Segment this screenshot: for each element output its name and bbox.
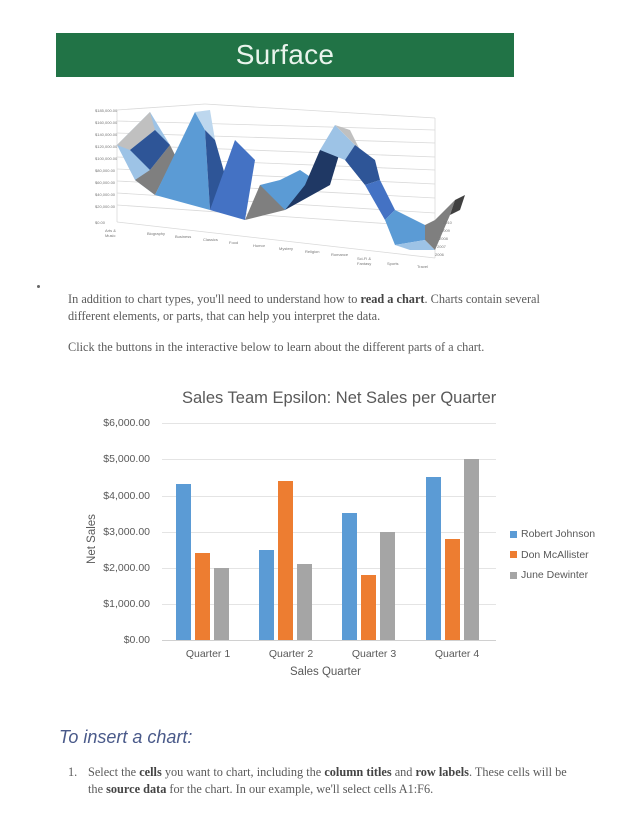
y-tick: $5,000.00 — [103, 453, 150, 465]
intro-paragraph — [68, 291, 568, 325]
banner-title: Surface — [235, 39, 335, 70]
y-tick: $1,000.00 — [103, 598, 150, 610]
legend-item-june-dewinter — [510, 565, 595, 586]
svg-text:$60,000.00: $60,000.00 — [95, 180, 116, 185]
x-tick: Quarter 3 — [351, 648, 397, 660]
gridline — [162, 459, 496, 460]
svg-text:Fantasy: Fantasy — [357, 261, 372, 266]
y-tick: $3,000.00 — [103, 526, 150, 538]
bar — [259, 550, 274, 640]
legend-label: June Dewinter — [521, 569, 589, 582]
svg-text:Sports: Sports — [387, 261, 399, 266]
legend-swatch — [510, 531, 517, 538]
svg-text:Humor: Humor — [253, 243, 266, 248]
y-tick: $4,000.00 — [103, 490, 150, 502]
svg-text:Food: Food — [229, 240, 239, 245]
instruction-paragraph: Click the buttons in the interactive below to learn about the different parts of a chart. — [68, 340, 485, 354]
y-tick: $6,000.00 — [103, 417, 150, 429]
svg-text:Business: Business — [175, 234, 192, 239]
svg-text:Mystery: Mystery — [279, 246, 293, 251]
svg-text:2008: 2008 — [439, 236, 448, 241]
svg-text:2010: 2010 — [443, 220, 452, 225]
svg-text:Classics: Classics — [203, 237, 218, 242]
bar — [464, 459, 479, 640]
legend-item-don-mcallister — [510, 545, 595, 566]
svg-text:2007: 2007 — [437, 244, 446, 249]
x-tick: Quarter 4 — [434, 648, 480, 660]
bar — [278, 481, 293, 640]
svg-text:$120,000.00: $120,000.00 — [95, 144, 118, 149]
svg-text:$0.00: $0.00 — [95, 220, 106, 225]
intro-text: In addition to chart types, you'll need to understand how to — [68, 292, 361, 306]
surface-chart-image — [95, 100, 475, 275]
sales-bar-chart — [70, 385, 610, 685]
x-tick: Quarter 1 — [185, 648, 231, 660]
svg-text:Travel: Travel — [417, 264, 428, 269]
svg-text:$140,000.00: $140,000.00 — [95, 132, 118, 137]
chart-legend — [510, 524, 595, 586]
x-axis-label: Sales Quarter — [290, 666, 361, 678]
step-text: Select the cells you want to chart, including the column titles and row labels. These cells will be the source data for the chart. In our example, we'll select cells A1:F6. — [88, 765, 567, 796]
svg-text:Romance: Romance — [331, 252, 349, 257]
svg-text:Music: Music — [105, 233, 116, 238]
legend-label: Don McAllister — [521, 548, 589, 561]
section-heading: To insert a chart: — [59, 727, 193, 747]
legend-swatch — [510, 551, 517, 558]
bar — [426, 477, 441, 640]
bar — [297, 564, 312, 640]
bullet-marker — [37, 285, 40, 288]
y-tick: $0.00 — [123, 634, 150, 646]
y-axis-label: Net Sales — [86, 514, 98, 564]
x-axis-line — [162, 640, 496, 641]
svg-text:$160,000.00: $160,000.00 — [95, 120, 118, 125]
legend-swatch — [510, 572, 517, 579]
gridline — [162, 532, 496, 533]
step-list-item — [68, 764, 568, 798]
bar — [214, 568, 229, 640]
intro-text-end: . Charts contain several different elements, or parts, that can help you interpret the data. — [68, 292, 540, 323]
bar — [380, 532, 395, 641]
legend-item-robert-johnson — [510, 524, 595, 545]
bar — [361, 575, 376, 640]
svg-text:Biography: Biography — [147, 231, 166, 236]
y-tick: $2,000.00 — [103, 562, 150, 574]
step-number: 1. — [68, 765, 78, 779]
svg-text:$185,000.00: $185,000.00 — [95, 108, 118, 113]
svg-text:2009: 2009 — [441, 228, 450, 233]
legend-label: Robert Johnson — [521, 528, 596, 541]
svg-text:$20,000.00: $20,000.00 — [95, 204, 116, 209]
bar — [176, 484, 191, 640]
svg-text:Sci-Fi &: Sci-Fi & — [357, 256, 371, 261]
surface-banner — [56, 33, 514, 77]
svg-text:Arts &: Arts & — [105, 228, 116, 233]
svg-text:$40,000.00: $40,000.00 — [95, 192, 116, 197]
bar — [342, 513, 357, 640]
intro-bold-text: read a chart — [360, 292, 425, 306]
svg-text:$80,000.00: $80,000.00 — [95, 168, 116, 173]
svg-text:2006: 2006 — [435, 252, 444, 257]
bar — [445, 539, 460, 640]
svg-text:Religion: Religion — [305, 249, 320, 254]
x-tick: Quarter 2 — [268, 648, 314, 660]
bar — [195, 553, 210, 640]
gridline — [162, 423, 496, 424]
chart-title: Sales Team Epsilon: Net Sales per Quarter — [182, 389, 497, 407]
gridline — [162, 496, 496, 497]
svg-text:$100,000.00: $100,000.00 — [95, 156, 118, 161]
